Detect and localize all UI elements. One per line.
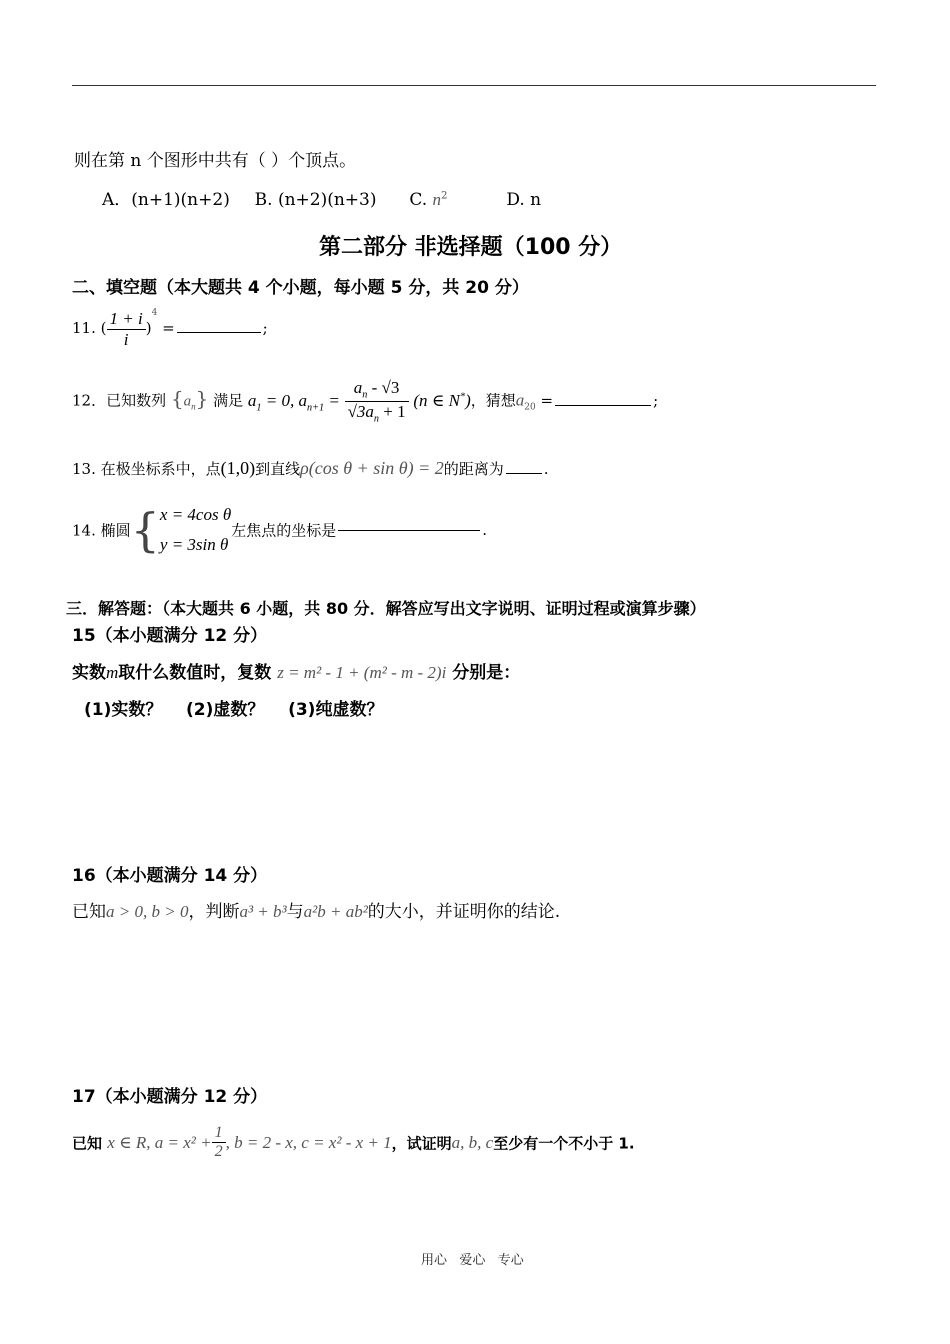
q13-label: 13. 在极坐标系中，点: [72, 460, 221, 478]
q10-options: [102, 185, 541, 210]
q17-half-num: 1: [212, 1124, 226, 1143]
q11-answer-blank[interactable]: [177, 331, 261, 333]
q10-option-a: A．(n+1)(n+2): [102, 190, 230, 210]
q17-stem: [72, 1124, 635, 1162]
q14-line1: x = 4cos θ: [159, 505, 232, 524]
q12-cond: a: [247, 390, 257, 410]
q10-option-c-exp: 2: [441, 190, 448, 202]
q12-frac-num-sub: n: [362, 389, 368, 401]
page-footer: 用心 爱心 专心: [421, 1253, 524, 1268]
q13-line: ρ(cos θ + sin θ) = 2: [300, 458, 444, 478]
q12-frac-den-sub: n: [373, 413, 380, 425]
q13-mid: 到直线: [255, 460, 301, 478]
q12-cond-sub2: n+1: [307, 402, 325, 413]
q12-frac-den-rest: + 1: [379, 402, 406, 422]
q16-condition: a > 0, b > 0: [106, 902, 189, 921]
q11: [72, 308, 268, 349]
q16-stem-b: ，判断: [188, 902, 240, 922]
q16-stem-c: 与: [286, 902, 304, 922]
q11-exponent: 4: [151, 308, 158, 318]
q12-answer-blank[interactable]: [555, 404, 651, 406]
q15-stem-a: 实数: [72, 663, 106, 683]
q12-frac-num: a: [353, 378, 363, 397]
q14-label: 14. 椭圆: [72, 521, 131, 540]
q10-option-b: B. (n+2)(n+3): [254, 190, 377, 210]
q14: [72, 500, 487, 560]
q11-fraction: [107, 309, 146, 349]
q14-system: [160, 500, 231, 560]
q12-frac-num-rest: - √3: [367, 378, 400, 397]
q17-stem-b: ，试证明: [391, 1134, 452, 1153]
q17-stem-c: 至少有一个不小于 1.: [493, 1134, 635, 1153]
q13-end: 的距离为: [443, 460, 504, 478]
q15-stem-b: 取什么数值时，复数: [118, 663, 272, 683]
q12-equals: =: [535, 391, 554, 410]
q10-option-d: D. n: [506, 190, 542, 210]
q14-line2: y = 3sin θ: [159, 534, 229, 554]
q15-title: 15（本小题满分 12 分）: [72, 626, 268, 646]
q13-point: (1,0): [220, 458, 256, 478]
q13-tail: .: [543, 460, 549, 478]
q14-brace: {: [130, 502, 160, 557]
q14-end: 左焦点的坐标是: [231, 521, 337, 540]
q12-domain-close: ): [465, 390, 471, 410]
q11-open: (: [100, 319, 107, 337]
q15-stem: [72, 658, 520, 683]
q11-equals: =: [162, 319, 175, 337]
q16-stem-d: 的大小，并证明你的结论.: [367, 902, 561, 922]
q12-cond-eq: =: [324, 390, 340, 410]
q17-half-fraction: [212, 1124, 226, 1162]
q12-cond-rest: = 0, a: [261, 390, 307, 410]
q14-tail: .: [482, 520, 487, 539]
q17-cond-b: , b = 2 - x, c = x² - x + 1: [225, 1132, 392, 1152]
q14-answer-blank[interactable]: [338, 529, 480, 531]
q12-guess: ，猜想: [470, 391, 516, 410]
q11-numerator: 1 + i: [107, 309, 146, 330]
q12-frac-den: √3a: [347, 402, 374, 422]
q11-label: 11.: [72, 319, 96, 337]
q11-end: ;: [262, 319, 268, 337]
q17-stem-a: 已知: [72, 1134, 103, 1153]
section3-heading: 三．解答题：（本大题共 6 小题，共 80 分．解答应写出文字说明、证明过程或演算步骤）: [66, 599, 706, 618]
q17-cond-a: x ∈ R, a = x² +: [107, 1132, 212, 1152]
q12-domain-sup: *: [459, 390, 466, 402]
q11-denominator: i: [123, 329, 129, 349]
q10-option-c-base: n: [432, 190, 442, 209]
q17-title: 17（本小题满分 12 分）: [72, 1087, 268, 1107]
q17-half-den: 2: [214, 1143, 223, 1161]
q15-expression: z = m² - 1 + (m² - m - 2)i: [277, 663, 447, 682]
q12-seq-var: a: [183, 393, 192, 410]
q12-seq-sub: n: [191, 401, 196, 412]
q10-option-c-label: C.: [409, 190, 428, 210]
q16-expression-1: a³ + b³: [239, 902, 287, 921]
q12-domain: (n ∈ N: [413, 390, 460, 410]
q12-mid: 满足: [213, 391, 244, 410]
q11-close: ): [145, 319, 152, 337]
q15-stem-c: 分别是：: [452, 663, 521, 683]
q15-parts: (1)实数？ (2)虚数？ (3)纯虚数？: [84, 700, 384, 720]
q10-stem: 则在第 n 个图形中共有（ ）个顶点。: [74, 151, 357, 171]
header-rule: [72, 85, 876, 86]
q12-fraction: [345, 378, 409, 425]
q12-guess-var: a: [515, 390, 525, 410]
q12-label: 12．已知数列: [72, 391, 167, 410]
q17-vars: a, b, c: [451, 1132, 494, 1152]
q16-expression-2: a²b + ab²: [303, 902, 368, 921]
q16-stem: [72, 897, 560, 922]
part2-title: 第二部分 非选择题（100 分）: [319, 235, 623, 260]
q12-guess-sub: 20: [524, 402, 536, 413]
q12-cond-sub: 1: [256, 402, 262, 413]
q16-title: 16（本小题满分 14 分）: [72, 866, 268, 886]
q12-end: ;: [653, 391, 659, 410]
section2-heading: 二、填空题（本大题共 4 个小题，每小题 5 分，共 20 分）: [72, 278, 529, 298]
q12: 12．已知数列 $\{a_n\}$ 满足 $a_1 = 0$, $a_{n+1}$ = $\frac{a_n - √3}{√3a_n + 1}$ (n ∈ N*)，猜想$a_{20}$ = ;: [72, 378, 659, 425]
q16-stem-a: 已知: [72, 902, 106, 922]
q15-var-m: m: [106, 663, 119, 682]
q13-answer-blank[interactable]: [506, 472, 542, 474]
q13: [72, 458, 549, 479]
